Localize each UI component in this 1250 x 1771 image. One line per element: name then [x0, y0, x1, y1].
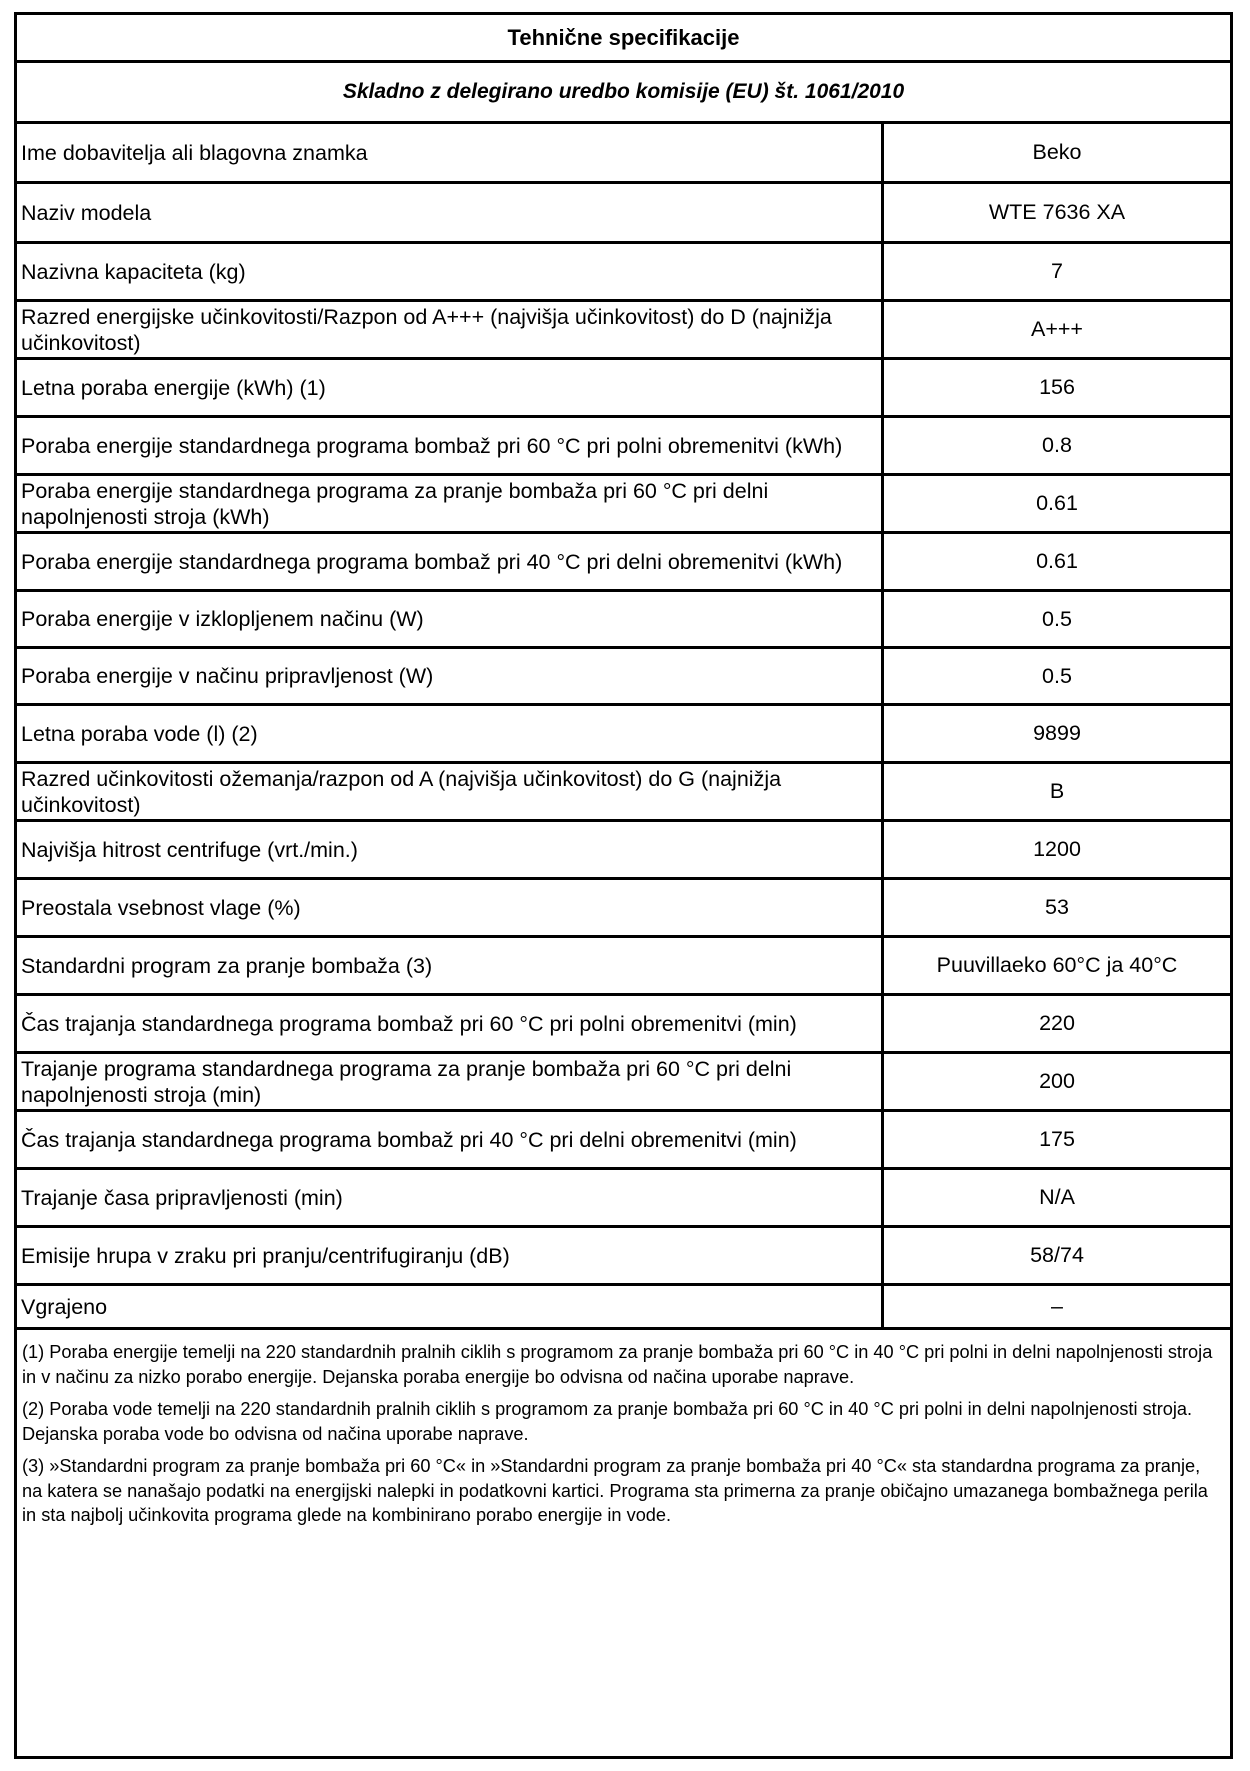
spec-label: Trajanje programa standardnega programa za pranje bombaža pri 60 °C pri delni napolnjenosti stroja (min) [17, 1054, 884, 1109]
footnotes [17, 1330, 1230, 1528]
spec-label: Poraba energije v izklopljenem načinu (W) [17, 592, 884, 646]
spec-label: Standardni program za pranje bombaža (3) [17, 938, 884, 993]
spec-row [17, 592, 1230, 649]
spec-label: Nazivna kapaciteta (kg) [17, 244, 884, 299]
spec-row [17, 764, 1230, 822]
spec-value: 0.61 [1036, 491, 1078, 515]
spec-label: Trajanje časa pripravljenosti (min) [17, 1170, 884, 1225]
spec-table [17, 124, 1230, 1330]
spec-label: Poraba energije standardnega programa za pranje bombaža pri 60 °C pri delni napolnjenosti stroja (kWh) [17, 476, 884, 531]
spec-label: Razred energijske učinkovitosti/Razpon od A+++ (najvišja učinkovitost) do D (najnižja učinkovitost) [17, 302, 884, 357]
spec-value: 0.8 [1042, 433, 1072, 457]
spec-row [17, 1286, 1230, 1330]
spec-row [17, 1054, 1230, 1112]
spec-label: Preostala vsebnost vlage (%) [17, 880, 884, 935]
spec-value: 53 [1045, 895, 1069, 919]
spec-label: Letna poraba energije (kWh) (1) [17, 360, 884, 415]
spec-value: 0.61 [1036, 549, 1078, 573]
spec-row [17, 706, 1230, 764]
spec-label: Poraba energije standardnega programa bombaž pri 40 °C pri delni obremenitvi (kWh) [17, 534, 884, 589]
spec-label: Čas trajanja standardnega programa bombaž pri 60 °C pri polni obremenitvi (min) [17, 996, 884, 1051]
spec-row [17, 184, 1230, 244]
sheet-title: Tehnične specifikacije [17, 15, 1230, 63]
spec-row [17, 124, 1230, 184]
spec-row [17, 302, 1230, 360]
spec-value: 156 [1039, 375, 1075, 399]
spec-sheet [14, 12, 1233, 1759]
spec-value: 7 [1051, 259, 1063, 283]
sheet-subtitle: Skladno z delegirano uredbo komisije (EU) št. 1061/2010 [17, 63, 1230, 124]
spec-row [17, 476, 1230, 534]
spec-value: 0.5 [1042, 606, 1072, 631]
spec-label: Razred učinkovitosti ožemanja/razpon od A (najvišja učinkovitost) do G (najnižja učinkovitost) [17, 764, 884, 819]
spec-label: Najvišja hitrost centrifuge (vrt./min.) [17, 822, 884, 877]
footnote: (3) »Standardni program za pranje bombaža pri 60 °C« in »Standardni program za pranje bombaža pri 40 °C« sta standardna programa za pranje, na katera se nanašajo podatki na energijski nalepki in podatkovni kartici. Programa sta primerna za pranje običajno umazanega bombažnega perila in sta najbolj učinkovita programa glede na kombinirano porabo energije in vode. [22, 1456, 1208, 1525]
spec-value: Puuvillaeko 60°C ja 40°C [936, 953, 1178, 977]
spec-value: WTE 7636 XA [988, 200, 1126, 224]
spec-row [17, 822, 1230, 880]
spec-label: Vgrajeno [17, 1286, 884, 1327]
spec-row [17, 649, 1230, 706]
footnote: (1) Poraba energije temelji na 220 standardnih pralnih ciklih s programom za pranje bombaža pri 60 °C in 40 °C pri polni in delni napolnjenosti stroja in v načinu za nizko porabo energije. Dejanska poraba energije bo odvisna od načina uporabe naprave. [22, 1342, 1213, 1387]
spec-value: Beko [1032, 140, 1082, 164]
spec-label: Emisije hrupa v zraku pri pranju/centrifugiranju (dB) [17, 1228, 884, 1283]
spec-row [17, 534, 1230, 592]
spec-value: – [1051, 1294, 1063, 1318]
spec-value: B [1049, 779, 1065, 803]
spec-label: Ime dobavitelja ali blagovna znamka [17, 124, 884, 181]
spec-value: 200 [1039, 1069, 1075, 1093]
spec-value: 220 [1039, 1011, 1075, 1035]
spec-label: Letna poraba vode (l) (2) [17, 706, 884, 761]
spec-label: Čas trajanja standardnega programa bombaž pri 40 °C pri delni obremenitvi (min) [17, 1112, 884, 1167]
spec-label: Poraba energije standardnega programa bombaž pri 60 °C pri polni obremenitvi (kWh) [17, 418, 884, 473]
spec-row [17, 1228, 1230, 1286]
footnote: (2) Poraba vode temelji na 220 standardnih pralnih ciklih s programom za pranje bombaža pri 60 °C in 40 °C pri polni in delni napolnjenosti stroja. Dejanska poraba vode bo odvisna od načina uporabe naprave. [22, 1399, 1193, 1444]
spec-value: N/A [1039, 1185, 1075, 1209]
spec-value: 58/74 [1030, 1243, 1084, 1267]
spec-value: 1200 [1033, 837, 1081, 861]
spec-row [17, 996, 1230, 1054]
spec-row [17, 360, 1230, 418]
spec-row [17, 938, 1230, 996]
spec-row [17, 244, 1230, 302]
spec-value: 175 [1039, 1127, 1075, 1151]
spec-row [17, 880, 1230, 938]
spec-row [17, 1112, 1230, 1170]
spec-value: 0.5 [1042, 663, 1072, 688]
spec-label: Poraba energije v načinu pripravljenost (W) [17, 649, 884, 703]
spec-label: Naziv modela [17, 184, 884, 241]
spec-row [17, 1170, 1230, 1228]
spec-row [17, 418, 1230, 476]
spec-value: A+++ [1030, 317, 1083, 341]
spec-value: 9899 [1033, 721, 1081, 745]
